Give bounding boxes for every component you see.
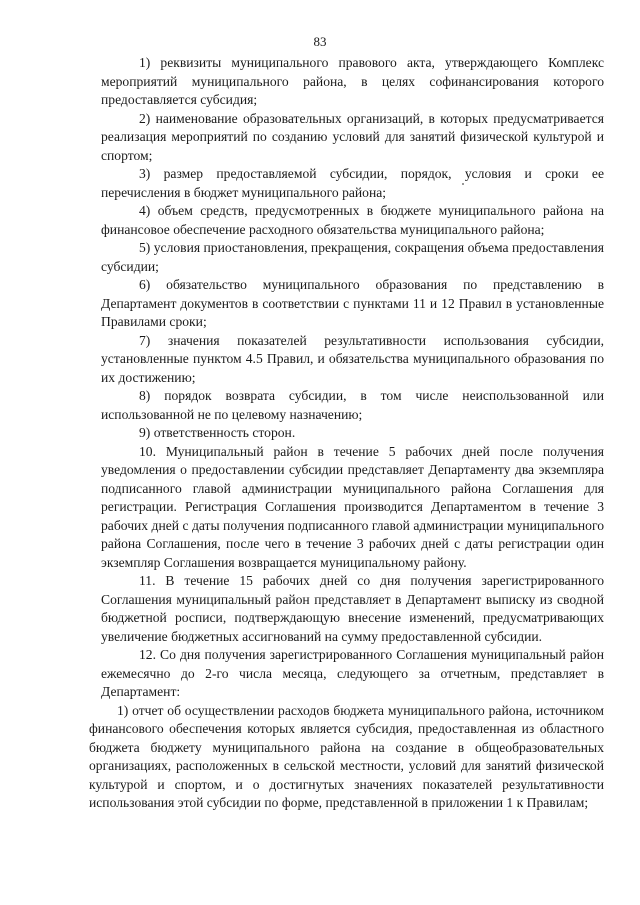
clause-11: 11. В течение 15 рабочих дней со дня получения зарегистрированного Соглашения муниципальный район представляет в Департамент выписку из сводной бюджетной росписи, подтверждающую внесение изменений, предусматривающих увеличение бюджетных ассигнований на сумму предоставленной субсидии. [101,573,604,644]
list-item-responsibility: 9) ответственность сторон. [139,425,296,440]
clause-10: 10. Муниципальный район в течение 5 рабочих дней после получения уведомления о предоставлении субсидии представляет Департаменту два экземпляра подписанного главой администрации муниципального района Соглашения для регистрации. Регистрация Соглашения производится Департаментом в течение 3 рабочих дней с даты получения подписанного главой администрации муниципального района Соглашения, после чего в течение 3 рабочих дней с даты регистрации один экземпляр Соглашения возвращается муниципальному району. [101,443,604,570]
list-item-performance-indicators: 7) значения показателей результативности использования субсидии, установленные пунктом 4.5 Правил, и обязательства муниципального образования по их достижению; [101,332,604,385]
list-item-subsidy-amount: 3) размер предоставляемой субсидии, порядок, условия и сроки ее перечисления в бюджет муниципального района; [101,166,604,200]
list-item-suspension-conditions: 5) условия приостановления, прекращения, сокращения объема предоставления субсидии; [101,240,604,274]
list-item-organizations: 2) наименование образовательных организаций, в которых предусматривается реализация мероприятий по созданию условий для занятий физической культурой и спортом; [101,110,604,163]
page-number: 83 [313,34,327,49]
scan-speck [462,183,464,185]
document-body [89,54,604,813]
clause-12-item-1: 1) отчет об осуществлении расходов бюджета муниципального района, источником финансового обеспечения которых является субсидия, предоставленная из областного бюджета бюджету муниципального района на создание в общеобразовательных организациях, расположенных в сельской местности, условий для занятий физической культурой и спортом, и о достигнутых значениях показателей результативности использования этой субсидии по форме, представленной в приложении 1 к Правилам; [89,702,604,810]
list-item-obligation: 6) обязательство муниципального образования по представлению в Департамент документов в соответствии с пунктами 11 и 12 Правил в установленные Правилами сроки; [101,277,604,329]
clause-12: 12. Со дня получения зарегистрированного Соглашения муниципальный район ежемесячно до 2-го числа месяца, следующего за отчетным, представляет в Департамент: [101,647,604,699]
list-item-funds-volume: 4) объем средств, предусмотренных в бюджете муниципального района на финансовое обеспечение расходного обязательства муниципального района; [101,203,604,237]
list-item-requisites: 1) реквизиты муниципального правового акта, утверждающего Комплекс мероприятий муниципального района, в целях софинансирования которого предоставляется субсидия; [101,55,604,107]
list-item-refund-procedure: 8) порядок возврата субсидии, в том числе неиспользованной или использованной не по целевому назначению; [101,388,604,422]
